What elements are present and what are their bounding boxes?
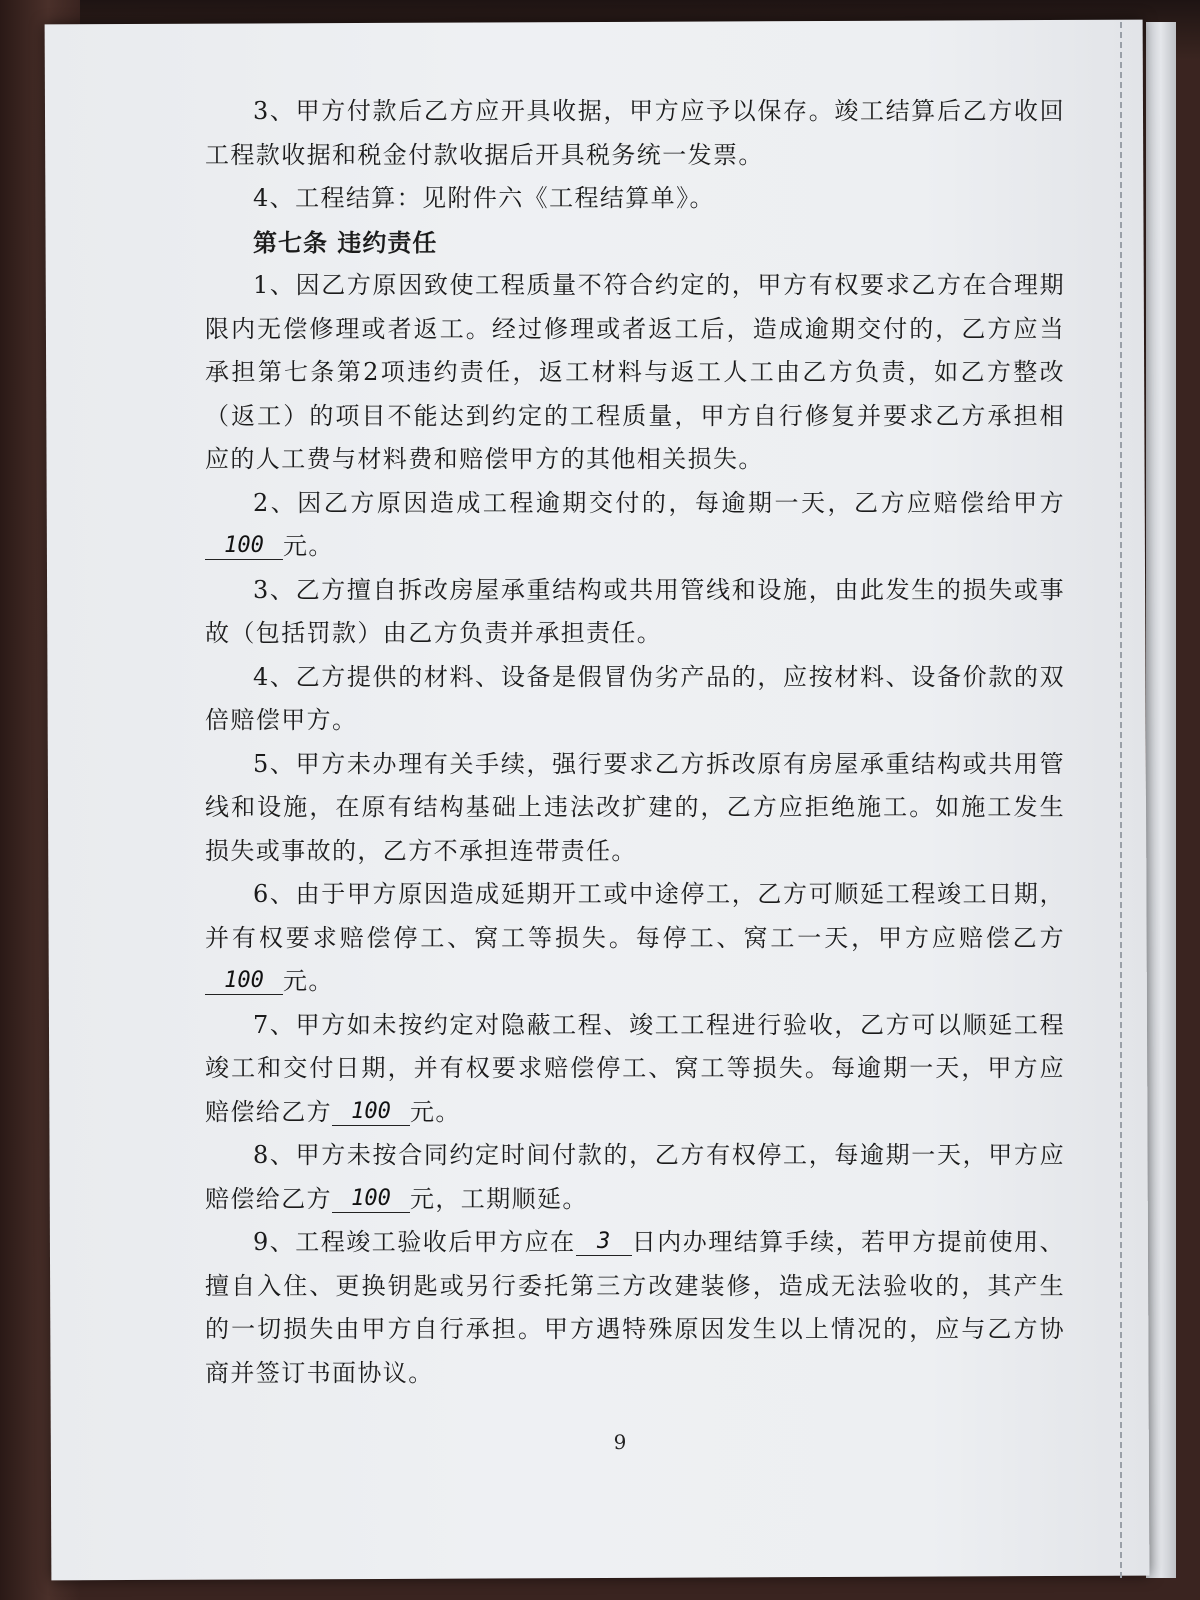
clause-7-item-9 bbox=[205, 1221, 1065, 1395]
item-9-text: 9、工程竣工验收后甲方应在 bbox=[253, 1228, 576, 1256]
item-2-text: 2、因乙方原因造成工程逾期交付的，每逾期一天，乙方应赔偿给甲方 bbox=[253, 488, 1065, 517]
item-9-rest: 日内办理结算手续，若甲方提前使用、擅自入住、更换钥匙或另行委托第三方改建装修，造成无法验收的，其产生的一切损失由甲方自行承担。甲方遇特殊原因发生以上情况的，应与乙方协商并签订书面协议。 bbox=[205, 1228, 1065, 1387]
clause-7-item-6 bbox=[205, 873, 1065, 1004]
clause-7-item-8 bbox=[205, 1134, 1065, 1221]
item-7-text: 7、甲方如未按约定对隐蔽工程、竣工工程进行验收，乙方可以顺延工程竣工和交付日期，并有权要求赔偿停工、窝工等损失。每逾期一天，甲方应赔偿给乙方 bbox=[205, 1010, 1065, 1126]
clause-7-item-5: 5、甲方未办理有关手续，强行要求乙方拆改原有房屋承重结构或共用管线和设施，在原有结构基础上违法改扩建的，乙方应拒绝施工。如施工发生损失或事故的，乙方不承担连带责任。 bbox=[205, 749, 1065, 865]
item-8-unit: 元，工期顺延。 bbox=[410, 1184, 588, 1213]
item-6-filled-value: 100 bbox=[205, 968, 283, 995]
page-edge bbox=[1146, 22, 1176, 1578]
binding-perforation bbox=[1120, 22, 1122, 1578]
item-2-unit: 元。 bbox=[283, 532, 334, 560]
clause-7-item-2 bbox=[205, 482, 1065, 569]
document-body bbox=[205, 90, 1065, 1395]
page-number: 9 bbox=[613, 1430, 627, 1454]
item-2-filled-value: 100 bbox=[205, 533, 283, 560]
clause-7-item-4: 4、乙方提供的材料、设备是假冒伪劣产品的，应按材料、设备价款的双倍赔偿甲方。 bbox=[205, 662, 1065, 734]
item-8-text: 8、甲方未按合同约定时间付款的，乙方有权停工，每逾期一天，甲方应赔偿给乙方 bbox=[205, 1141, 1065, 1213]
clause-7-item-7 bbox=[205, 1004, 1065, 1135]
item-9-filled-value: 3 bbox=[576, 1229, 632, 1256]
clause-7-item-1: 1、因乙方原因致使工程质量不符合约定的，甲方有权要求乙方在合理期限内无偿修理或者返工。经过修理或者返工后，造成逾期交付的，乙方应当承担第七条第2项违约责任，返工材料与返工人工由乙方负责，如乙方整改（返工）的项目不能达到约定的工程质量，甲方自行修复并要求乙方承担相应的人工费与材料费和赔偿甲方的其他相关损失。 bbox=[205, 271, 1065, 473]
clause-6-item-4: 4、工程结算：见附件六《工程结算单》。 bbox=[253, 184, 715, 212]
item-7-filled-value: 100 bbox=[332, 1099, 410, 1126]
item-6-unit: 元。 bbox=[283, 967, 334, 995]
item-6-text: 6、由于甲方原因造成延期开工或中途停工，乙方可顺延工程竣工日期，并有权要求赔偿停工、窝工等损失。每停工、窝工一天，甲方应赔偿乙方 bbox=[205, 880, 1065, 952]
item-8-filled-value: 100 bbox=[332, 1186, 410, 1213]
clause-6-item-3: 3、甲方付款后乙方应开具收据，甲方应予以保存。竣工结算后乙方收回工程款收据和税金付款收据后开具税务统一发票。 bbox=[205, 97, 1065, 169]
clause-7-item-3: 3、乙方擅自拆改房屋承重结构或共用管线和设施，由此发生的损失或事故（包括罚款）由乙方负责并承担责任。 bbox=[205, 575, 1065, 647]
section-heading: 第七条 违约责任 bbox=[253, 227, 438, 257]
item-7-unit: 元。 bbox=[410, 1097, 461, 1126]
